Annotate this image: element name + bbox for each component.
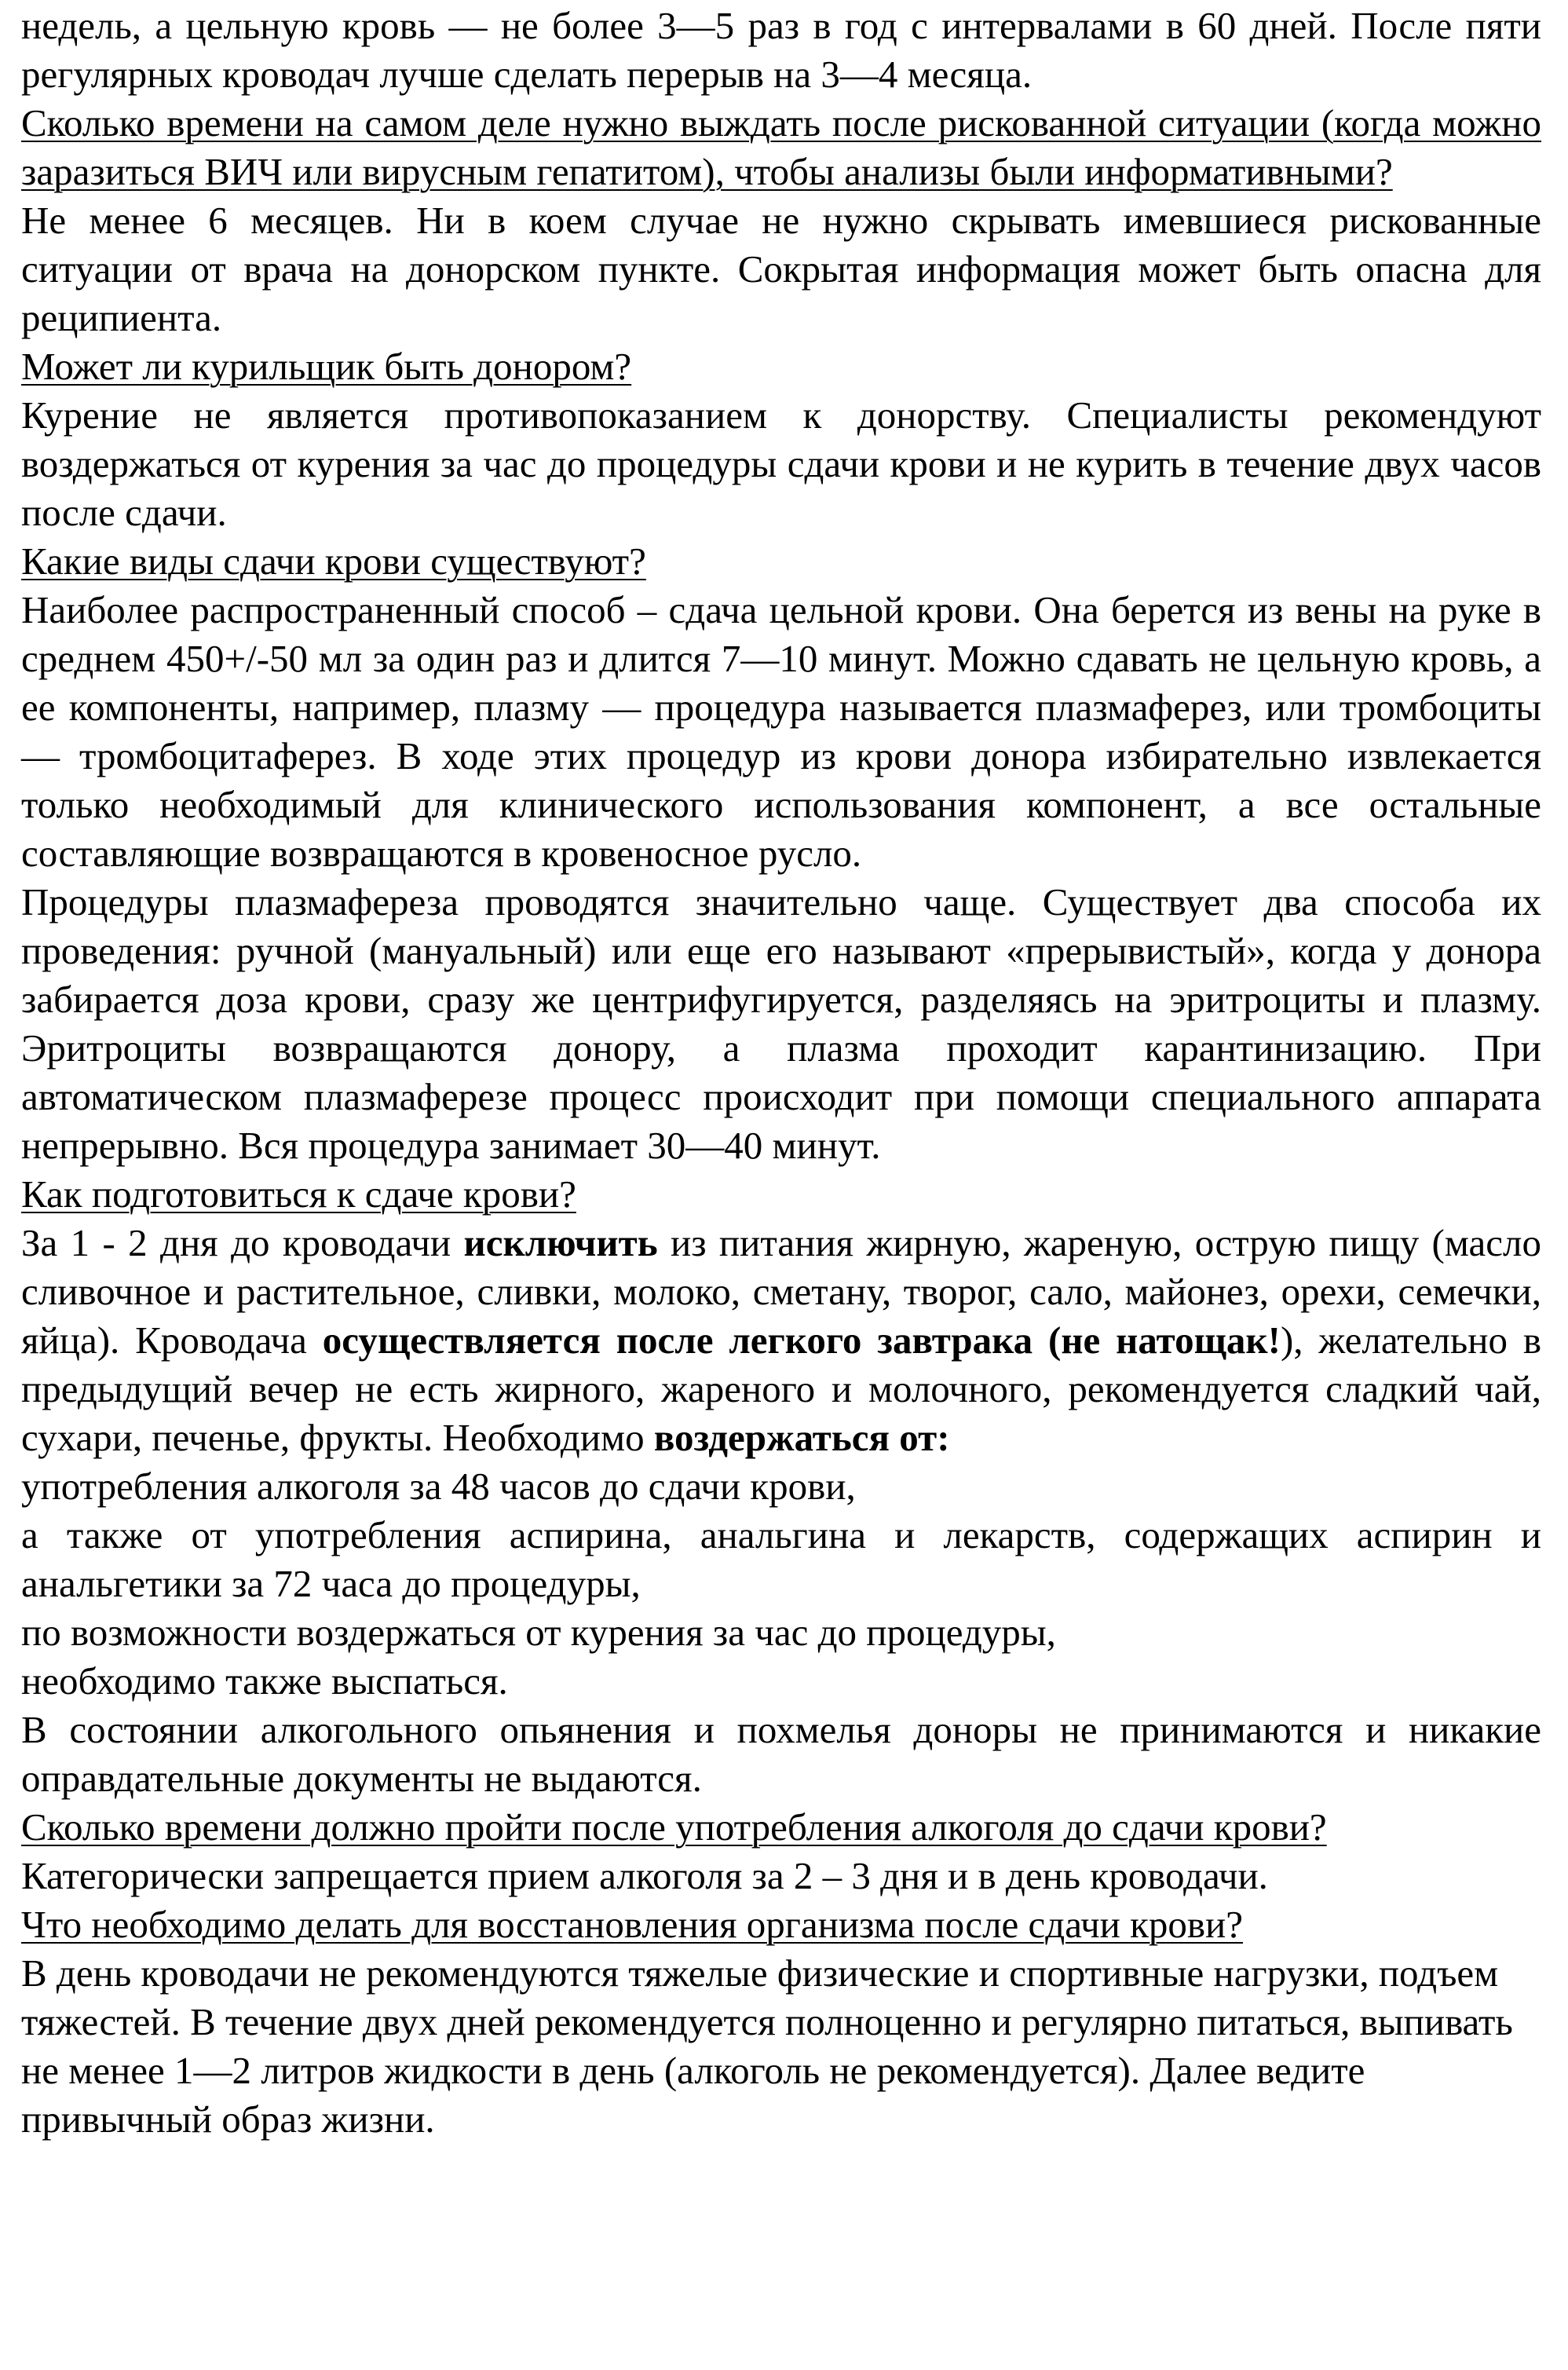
answer-preparation-text-3: ), желательно в предыдущий вечер не есть жирного, жареного и молочного, рекомендуется сладкий чай, сухари, печенье, фрукты. Необходимо	[21, 1318, 1542, 1459]
answer-donation-types: Наиболее распространенный способ – сдача цельной крови. Она берется из вены на руке в среднем 450+/-50 мл за один раз и длится 7—10 минут. Можно сдавать не цельную кровь, а ее компоненты, например, плазму — процедура называется плазмаферез, или тромбоциты — тромбоцитаферез. В ходе этих процедур из крови донора избирательно извлекается только необходимый для клинического использования компонент, а все остальные составляющие возвращаются в кровеносное русло.	[21, 588, 1541, 875]
answer-hiv-wait: Не менее 6 месяцев. Ни в коем случае не нужно скрывать имевшиеся рискованные ситуации от врача на донорском пункте. Сокрытая информация может быть опасна для реципиента.	[21, 199, 1541, 339]
question-preparation: Как подготовиться к сдаче крови?	[21, 1172, 576, 1216]
paragraph-intro: недель, а цельную кровь — не более 3—5 раз в год с интервалами в 60 дней. После пяти регулярных кроводач лучше сделать перерыв на 3—4 месяца.	[21, 4, 1541, 96]
answer-recovery: В день кроводачи не рекомендуются тяжелые физические и спортивные нагрузки, подъем тяжестей. В течение двух дней рекомендуется полноценно и регулярно питаться, выпивать не менее 1—2 литров жидкости в день (алкоголь не рекомендуется). Далее ведите привычный образ жизни.	[21, 1951, 1513, 2141]
answer-preparation-bold-3: воздержаться от:	[653, 1416, 950, 1459]
question-recovery: Что необходимо делать для восстановления организма после сдачи крови?	[21, 1903, 1244, 1946]
list-item: по возможности воздержаться от курения за час до процедуры,	[21, 1611, 1056, 1654]
question-smoker: Может ли курильщик быть донором?	[21, 345, 632, 388]
answer-smoker: Курение не является противопоказанием к донорству. Специалисты рекомендуют воздержаться от курения за час до процедуры сдачи крови и не курить в течение двух часов после сдачи.	[21, 393, 1541, 534]
paragraph-intoxication: В состоянии алкогольного опьянения и похмелья доноры не принимаются и никакие оправдательные документы не выдаются.	[21, 1708, 1541, 1800]
list-item: необходимо также выспаться.	[21, 1659, 508, 1703]
answer-preparation-text-1: За 1 - 2 дня до кроводачи	[21, 1221, 464, 1264]
question-donation-types: Какие виды сдачи крови существуют?	[21, 539, 646, 583]
answer-alcohol: Категорически запрещается прием алкоголя за 2 – 3 дня и в день кроводачи.	[21, 1854, 1268, 1897]
answer-preparation	[21, 1219, 1541, 1462]
answer-plasmapheresis: Процедуры плазмафереза проводятся значительно чаще. Существует два способа их проведения: ручной (мануальный) или еще его называют «прерывистый», когда у донора забирается доза крови, сразу же центрифугируется, разделяясь на эритроциты и плазму. Эритроциты возвращаются донору, а плазма проходит карантинизацию. При автоматическом плазмаферезе процесс происходит при помощи специального аппарата непрерывно. Вся процедура занимает 30—40 минут.	[21, 880, 1541, 1167]
document-page	[21, 2, 1541, 2144]
list-item: а также от употребления аспирина, анальгина и лекарств, содержащих аспирин и анальгетики за 72 часа до процедуры,	[21, 1513, 1541, 1605]
answer-preparation-bold-2: осуществляется после легкого завтрака (не натощак!	[322, 1318, 1281, 1362]
answer-preparation-bold-1: исключить	[463, 1221, 658, 1264]
question-alcohol: Сколько времени должно пройти после употребления алкоголя до сдачи крови?	[21, 1805, 1327, 1849]
question-hiv-wait: Сколько времени на самом деле нужно выждать после рискованной ситуации (когда можно заразиться ВИЧ или вирусным гепатитом), чтобы анализы были информативными?	[21, 101, 1541, 193]
answer-preparation-text-2: из питания жирную, жареную, острую пищу (масло сливочное и растительное, сливки, молоко, сметану, творог, сало, майонез, орехи, семечки, яйца). Кроводача	[21, 1221, 1541, 1362]
list-item: употребления алкоголя за 48 часов до сдачи крови,	[21, 1465, 856, 1508]
